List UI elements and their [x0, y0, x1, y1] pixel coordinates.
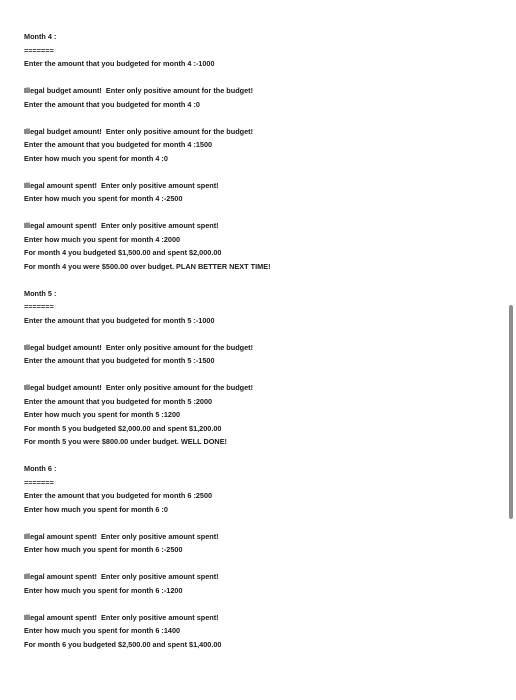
console-line: Illegal budget amount! Enter only positive amount for the budget! [24, 383, 254, 392]
console-line: Enter how much you spent for month 6 :-2500 [24, 545, 183, 554]
blank-line [24, 273, 494, 287]
console-line: Illegal budget amount! Enter only positive amount for the budget! [24, 86, 254, 95]
blank-line [24, 71, 494, 85]
console-line: Illegal amount spent! Enter only positive amount spent! [24, 572, 219, 581]
console-line: Enter how much you spent for month 6 :-1200 [24, 585, 183, 595]
console-line: For month 4 you budgeted $1,500.00 and spent $2,000.00 [24, 248, 222, 257]
console-line: ======= [24, 302, 54, 311]
console-line: Illegal amount spent! Enter only positive amount spent! [24, 612, 219, 622]
blank-line [24, 206, 494, 220]
console-line: Illegal amount spent! Enter only positive amount spent! [24, 531, 219, 541]
console-line: Enter how much you spent for month 4 :2000 [24, 234, 181, 244]
vertical-scrollbar[interactable] [507, 0, 513, 700]
console-line: Month 4 : [24, 32, 57, 41]
console-line: Enter how much you spent for month 4 :0 [24, 153, 168, 163]
console-line: For month 6 you budgeted $2,500.00 and spent $1,400.00 [24, 639, 222, 649]
console-line: Month 6 : [24, 464, 57, 473]
blank-line [24, 368, 494, 382]
console-line: Enter the amount that you budgeted for month 5 :-1500 [24, 356, 215, 365]
console-line: Enter how much you spent for month 5 :1200 [24, 410, 181, 419]
blank-line [24, 516, 494, 530]
console-line: Enter the amount that you budgeted for month 4 :0 [24, 99, 200, 109]
console-line: Enter the amount that you budgeted for month 4 :-1000 [24, 59, 215, 68]
console-line: Enter the amount that you budgeted for month 5 :2000 [24, 396, 213, 406]
console-line: Illegal amount spent! Enter only positive amount spent! [24, 180, 219, 190]
blank-line [24, 449, 494, 463]
console-line: Illegal budget amount! Enter only positive amount for the budget! [24, 342, 254, 352]
console-line: Illegal amount spent! Enter only positive amount spent! [24, 221, 219, 230]
console-line: Enter the amount that you budgeted for month 5 :-1000 [24, 315, 215, 325]
blank-line [24, 165, 494, 179]
console-line: ======= [24, 477, 54, 487]
console-line: Enter the amount that you budgeted for month 4 :1500 [24, 140, 213, 149]
console-line: Enter the amount that you budgeted for month 6 :2500 [24, 491, 213, 500]
blank-line [24, 327, 494, 341]
console-line: For month 4 you were $500.00 over budget. PLAN BETTER NEXT TIME! [24, 261, 271, 271]
console-line: Enter how much you spent for month 4 :-2500 [24, 194, 183, 203]
blank-line [24, 597, 494, 611]
blank-line [24, 111, 494, 125]
console-line: For month 5 you budgeted $2,000.00 and spent $1,200.00 [24, 423, 222, 433]
console-line: Illegal budget amount! Enter only positive amount for the budget! [24, 126, 254, 136]
console-line: Month 5 : [24, 288, 57, 298]
console-output [24, 30, 494, 651]
console-line: Enter how much you spent for month 6 :1400 [24, 626, 181, 635]
blank-line [24, 557, 494, 571]
console-line: ======= [24, 45, 54, 55]
scrollbar-thumb[interactable] [509, 305, 513, 519]
console-line: For month 5 you were $800.00 under budget. WELL DONE! [24, 437, 227, 446]
console-line: Enter how much you spent for month 6 :0 [24, 504, 168, 514]
